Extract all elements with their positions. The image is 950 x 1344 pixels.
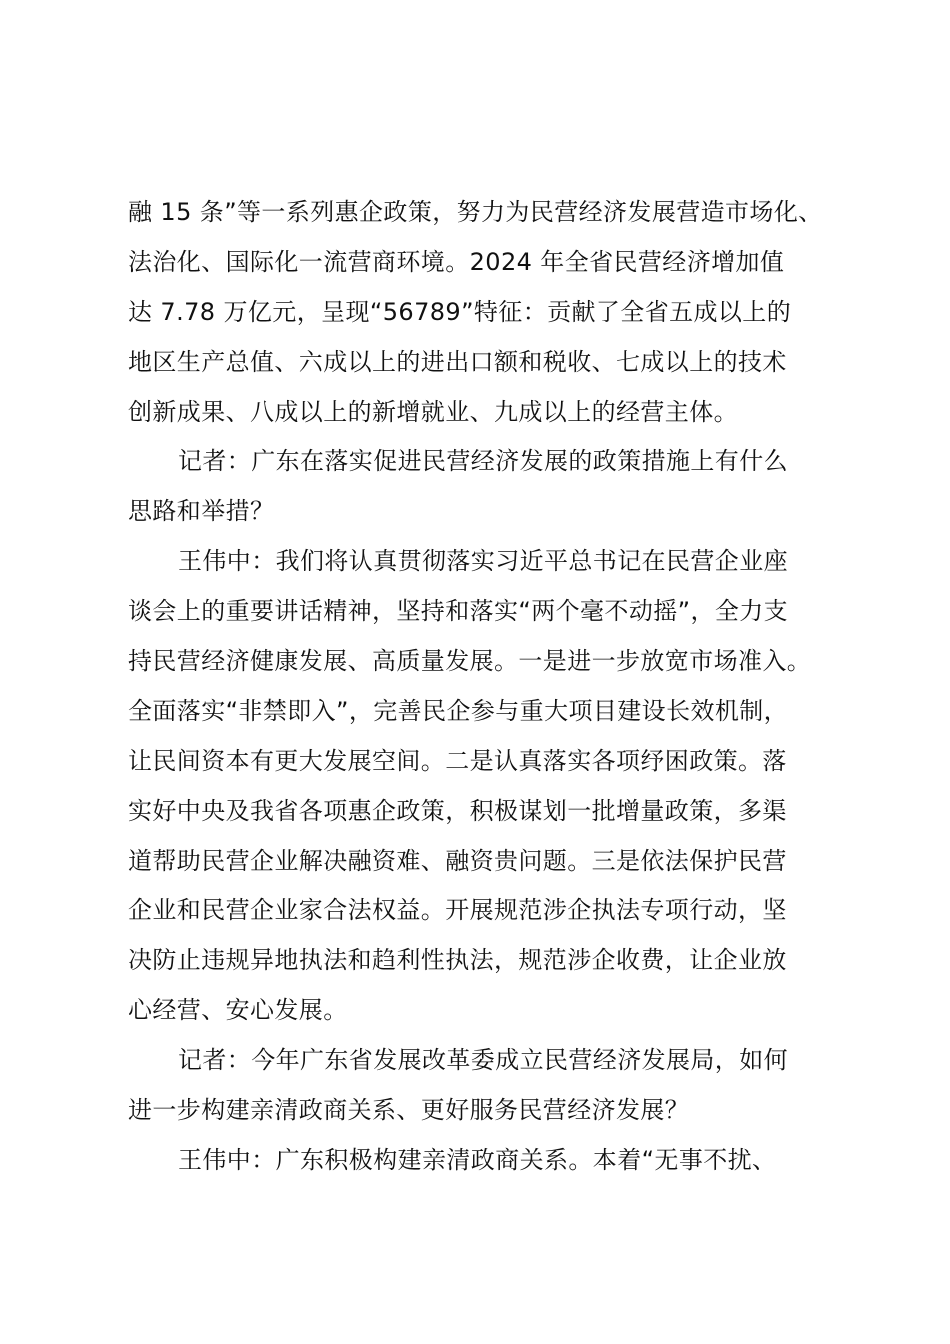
text-line: 融 15 条”等一系列惠企政策，努力为民营经济发展营造市场化、: [128, 198, 823, 226]
text-line: 进一步构建亲清政商关系、更好服务民营经济发展？: [128, 1096, 690, 1125]
question-line: 记者：今年广东省发展改革委成立民营经济发展局，如何: [178, 1046, 788, 1075]
question-line: 记者：广东在落实促进民营经济发展的政策措施上有什么: [178, 447, 788, 476]
article-body: [128, 188, 828, 1186]
text-line: 企业和民营企业家合法权益。开展规范涉企执法专项行动，坚: [128, 896, 787, 925]
text-line: 法治化、国际化一流营商环境。2024 年全省民营经济增加值: [128, 247, 785, 276]
text-line: 达 7.78 万亿元，呈现“56789”特征：贡献了全省五成以上的: [128, 297, 792, 326]
answer-line: 王伟中：广东积极构建亲清政商关系。本着“无事不扰、: [178, 1145, 777, 1174]
text-line: 心经营、安心发展。: [128, 996, 348, 1025]
text-line: 创新成果、八成以上的新增就业、九成以上的经营主体。: [128, 397, 738, 426]
text-line: 实好中央及我省各项惠企政策，积极谋划一批增量政策，多渠: [128, 796, 787, 825]
text-line: 让民间资本有更大发展空间。二是认真落实各项纾困政策。落: [128, 746, 787, 775]
answer-line: 王伟中：我们将认真贯彻落实习近平总书记在民营企业座: [178, 547, 788, 576]
text-line: 持民营经济健康发展、高质量发展。一是进一步放宽市场准入。: [128, 647, 812, 676]
text-line: 道帮助民营企业解决融资难、融资贵问题。三是依法保护民营: [128, 846, 787, 875]
text-line: 全面落实“非禁即入”，完善民企参与重大项目建设长效机制，: [128, 696, 789, 725]
text-line: 地区生产总值、六成以上的进出口额和税收、七成以上的技术: [128, 347, 787, 376]
text-line: 谈会上的重要讲话精神，坚持和落实“两个毫不动摇”，全力支: [128, 597, 789, 626]
text-line: 决防止违规异地执法和趋利性执法，规范涉企收费，让企业放: [128, 946, 787, 975]
text-line: 思路和举措？: [128, 497, 275, 526]
